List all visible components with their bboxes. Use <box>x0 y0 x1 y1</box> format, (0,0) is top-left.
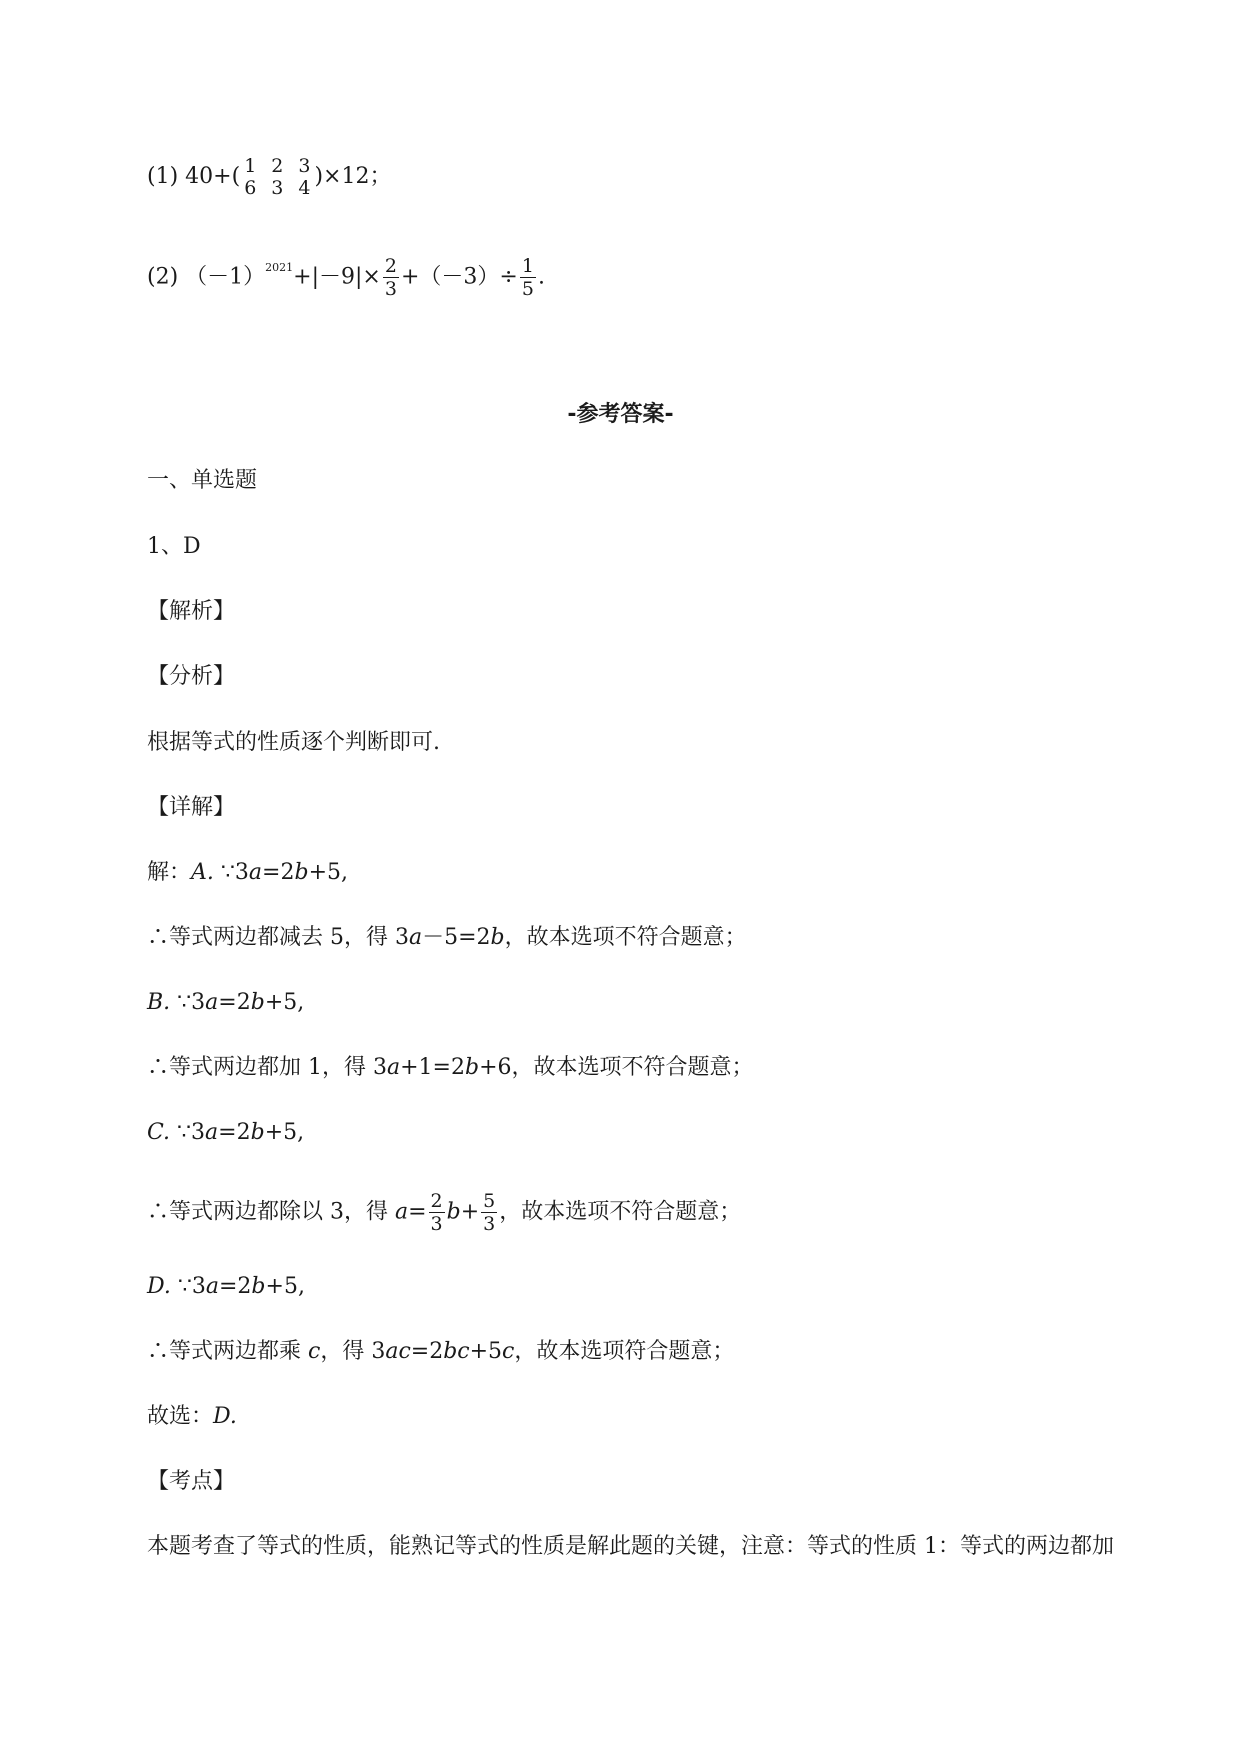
variable: a <box>205 1274 219 1299</box>
variable: a <box>248 860 263 885</box>
text: =2 <box>410 1339 444 1364</box>
denominator: 3 <box>271 177 284 199</box>
text: +6，故本选项不符合题意； <box>479 1055 754 1080</box>
denominator: 3 <box>483 1213 496 1235</box>
section-heading: 一、单选题 <box>147 468 258 493</box>
variable: b <box>490 925 505 950</box>
numerator: 5 <box>483 1190 496 1212</box>
solution-line-d2 <box>147 1337 734 1367</box>
solution-line-c <box>147 1118 304 1148</box>
text: ∴等式两边都乘 <box>147 1339 308 1364</box>
option-letter: B. <box>147 990 171 1015</box>
numerator: 2 <box>384 255 397 277</box>
text: +5, <box>308 860 348 885</box>
text: =2 <box>218 1120 251 1145</box>
expr-part: 40+( <box>185 164 241 189</box>
text: =2 <box>218 1274 252 1299</box>
text: ∴等式两边都加 1，得 3 <box>147 1055 387 1080</box>
numerator: 1 <box>521 255 534 277</box>
solution-line-a2 <box>147 923 747 953</box>
text: ∵3 <box>177 990 206 1015</box>
text: 解： <box>147 860 192 885</box>
solution-line-b2 <box>147 1053 754 1083</box>
text: = <box>408 1199 427 1225</box>
denominator: 5 <box>521 278 534 300</box>
analysis-text: 根据等式的性质逐个判断即可. <box>147 730 440 755</box>
variable: D. <box>213 1404 237 1429</box>
numerator: 3 <box>298 155 311 177</box>
text: －5=2 <box>422 925 491 950</box>
question-answer: 1、D <box>147 534 201 559</box>
fraction <box>242 155 258 199</box>
variable: a <box>386 1055 401 1080</box>
denominator: 4 <box>298 177 311 199</box>
problem-2 <box>147 255 545 300</box>
denominator: 3 <box>430 1213 443 1235</box>
text: ，故本选项不符合题意； <box>499 1199 742 1225</box>
text: +1=2 <box>400 1055 465 1080</box>
text: ，故本选项符合题意； <box>514 1339 735 1364</box>
expr-part: +|－9|× <box>293 264 381 290</box>
fraction <box>296 155 312 199</box>
expr-part: （－1） <box>185 264 266 290</box>
solution-line-a <box>147 858 348 888</box>
text: ∴等式两边都除以 3，得 <box>147 1199 395 1225</box>
problem-1 <box>147 155 391 199</box>
text: 故选： <box>147 1404 214 1429</box>
variable: bc <box>443 1339 470 1364</box>
text: =2 <box>262 860 295 885</box>
expr-part: . <box>537 264 545 290</box>
variable: ac <box>385 1339 411 1364</box>
exponent: 2021 <box>265 261 294 274</box>
text: +5 <box>469 1339 503 1364</box>
text: + <box>460 1199 480 1225</box>
kaodian-heading: 【考点】 <box>147 1469 236 1494</box>
variable: c <box>308 1339 321 1364</box>
fraction <box>481 1190 497 1235</box>
solution-line-d <box>147 1272 305 1302</box>
answers-title: -参考答案- <box>567 402 674 427</box>
text: +5, <box>264 1120 305 1145</box>
variable: a <box>408 925 423 950</box>
variable: a <box>205 990 219 1015</box>
text: ，故本选项不符合题意； <box>504 925 747 950</box>
variable: b <box>294 860 309 885</box>
jiexi-heading: 【解析】 <box>147 599 236 624</box>
denominator: 6 <box>244 177 257 199</box>
expr-part: +（－3）÷ <box>400 264 518 290</box>
option-letter: A. <box>191 860 214 885</box>
problem-label: (1) <box>147 164 179 189</box>
text: ，得 3 <box>320 1339 386 1364</box>
text: ∵3 <box>177 1274 206 1299</box>
text: =2 <box>218 990 251 1015</box>
numerator: 2 <box>430 1190 443 1212</box>
fenxi-heading: 【分析】 <box>147 664 236 689</box>
variable: b <box>446 1199 461 1225</box>
text: ∵3 <box>177 1120 206 1145</box>
variable: b <box>250 990 265 1015</box>
text: +5, <box>265 1274 305 1299</box>
numerator: 2 <box>271 155 284 177</box>
option-letter: C. <box>147 1120 171 1145</box>
text: ∴等式两边都减去 5，得 3 <box>147 925 409 950</box>
variable: b <box>464 1055 480 1080</box>
variable: a <box>394 1199 409 1225</box>
numerator: 1 <box>244 155 257 177</box>
fraction <box>520 255 536 300</box>
variable: b <box>250 1120 265 1145</box>
solution-line-b <box>147 988 304 1018</box>
variable: b <box>251 1274 266 1299</box>
solution-line-c2 <box>147 1190 741 1235</box>
final-choice <box>147 1402 237 1432</box>
kaodian-text: 本题考查了等式的性质，能熟记等式的性质是解此题的关键，注意：等式的性质 1：等式的两边都加 <box>147 1534 1114 1559</box>
variable: a <box>205 1120 219 1145</box>
text: ∵3 <box>220 860 249 885</box>
xiangjie-heading: 【详解】 <box>147 795 236 820</box>
denominator: 3 <box>384 278 397 300</box>
variable: c <box>502 1339 515 1364</box>
option-letter: D. <box>147 1274 171 1299</box>
problem-label: (2) <box>147 264 179 290</box>
fraction <box>269 155 285 199</box>
expr-part: )×12； <box>314 164 392 189</box>
fraction <box>429 1190 445 1235</box>
fraction <box>383 255 399 300</box>
text: +5, <box>264 990 305 1015</box>
